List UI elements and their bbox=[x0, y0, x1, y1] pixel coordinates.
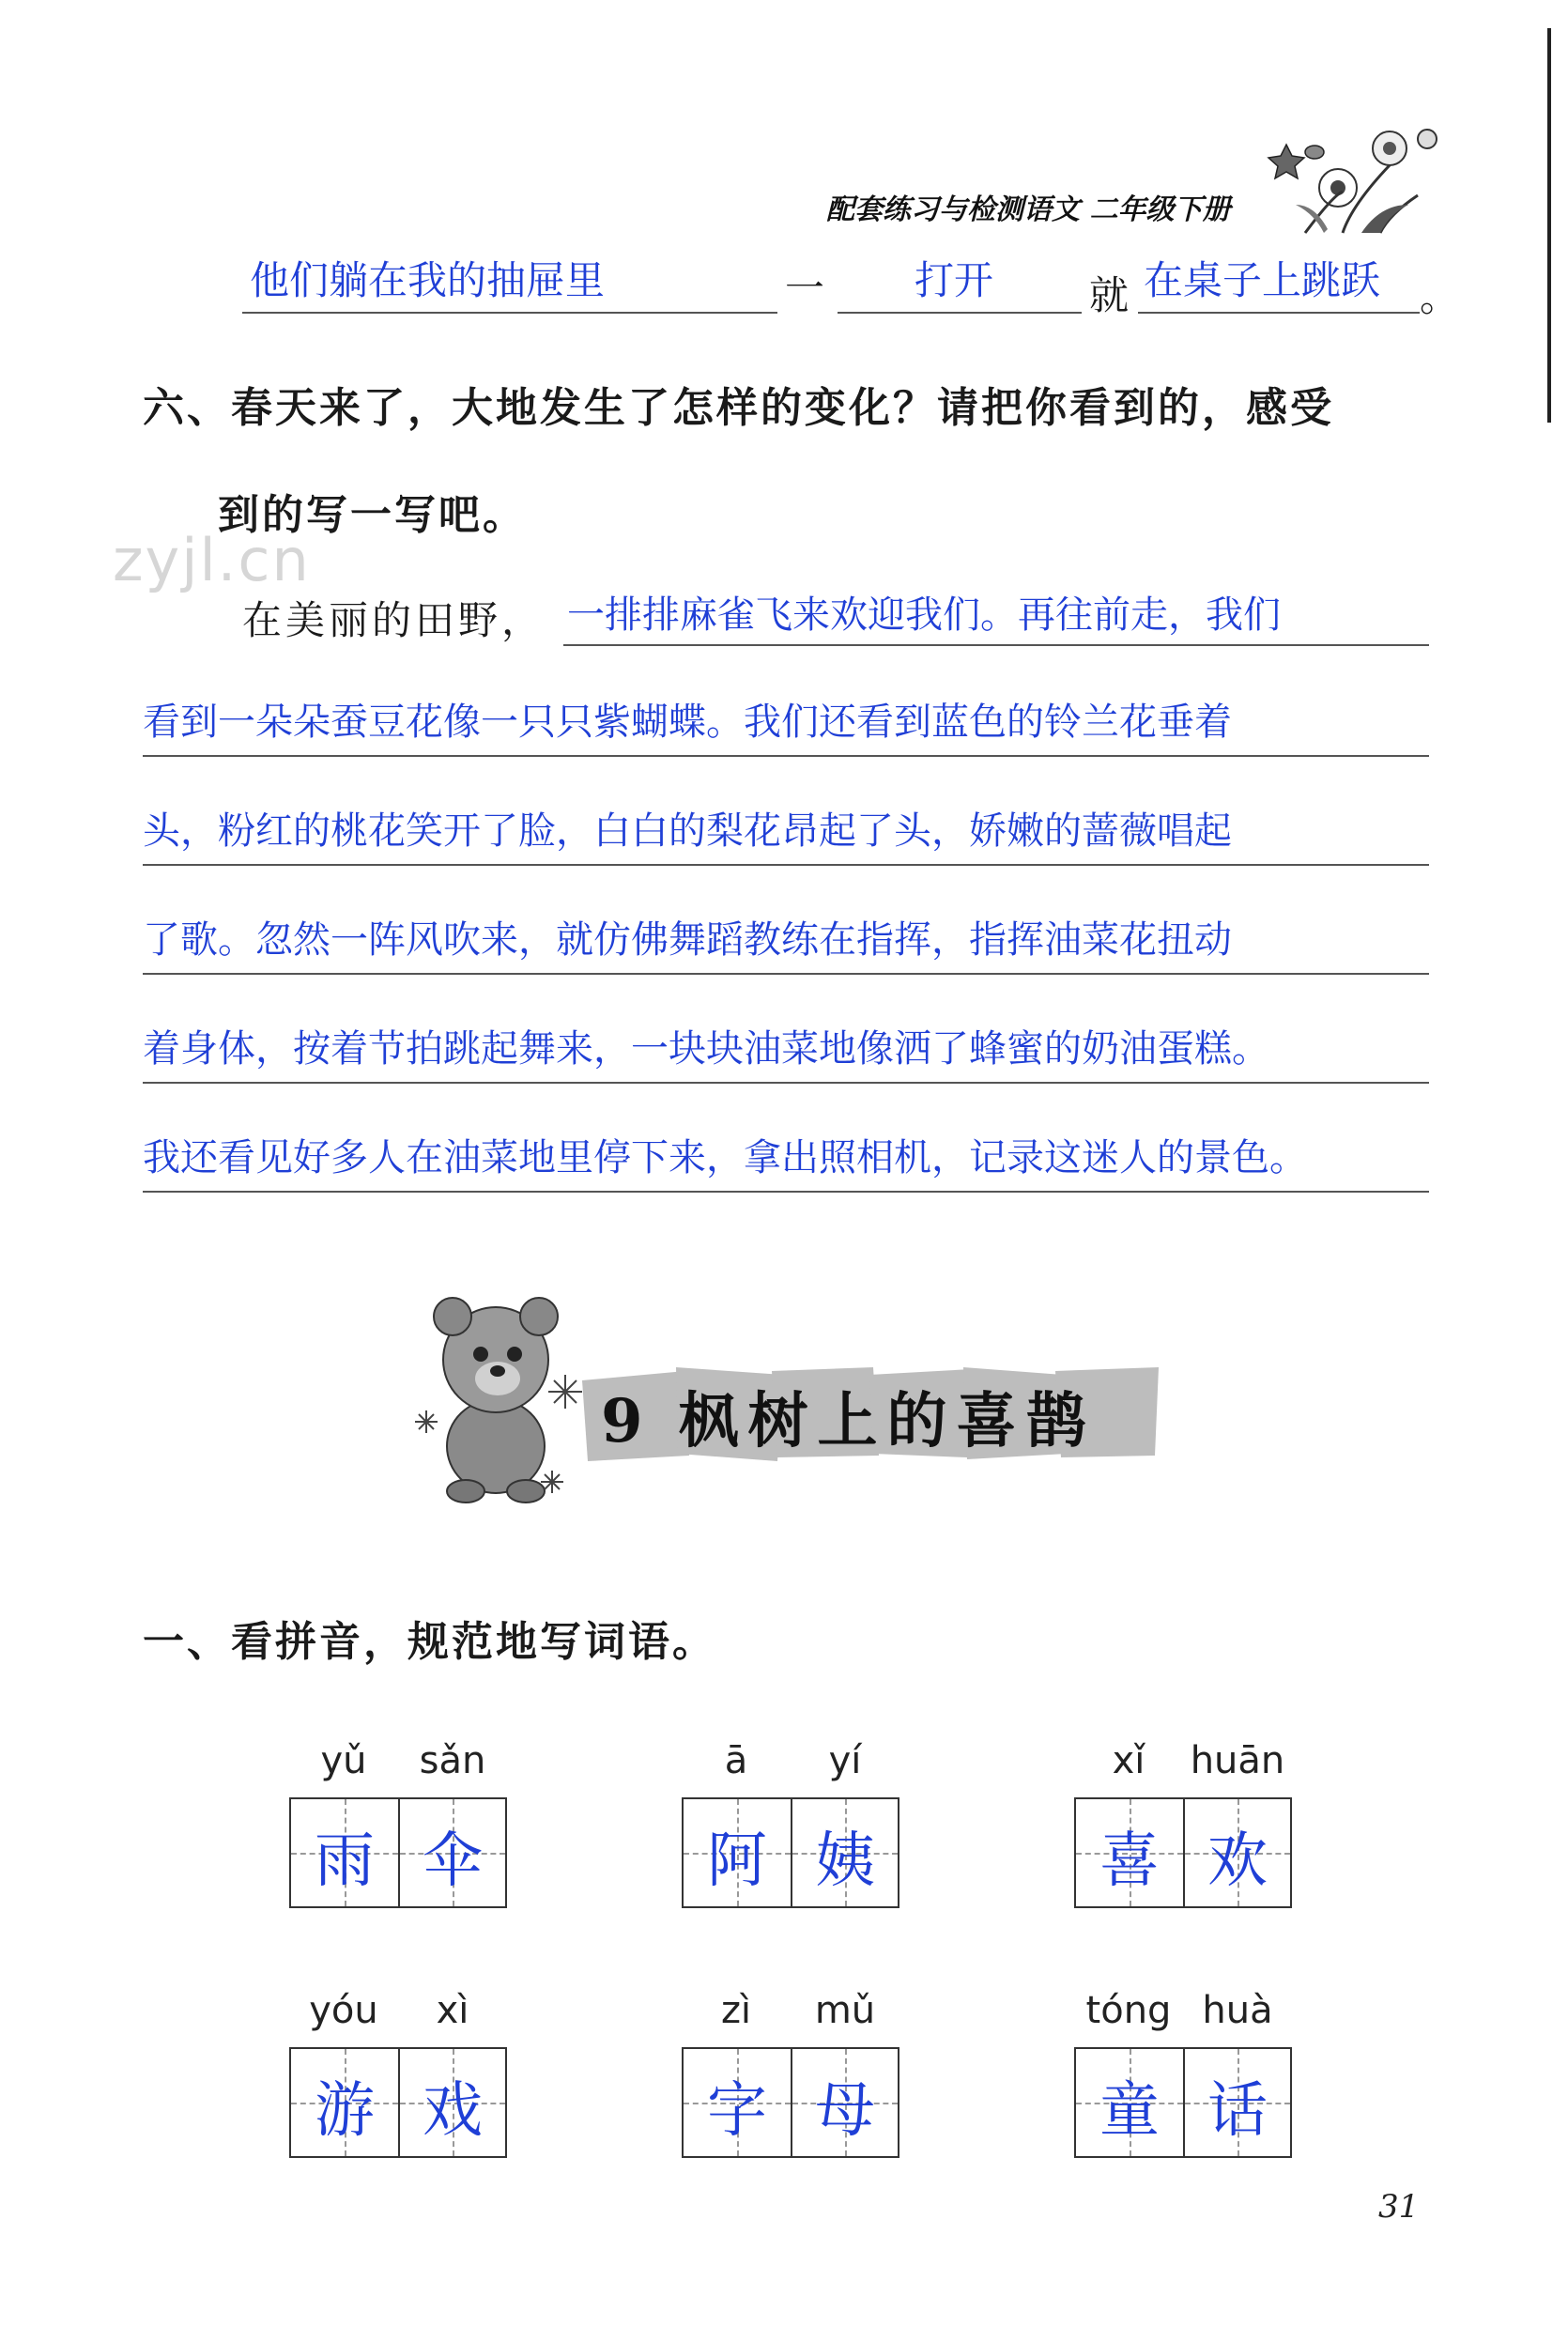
composition-prompt: 在美丽的田野， bbox=[242, 597, 546, 643]
tianzi-grid bbox=[289, 2047, 507, 2158]
pinyin-syllable: yóu bbox=[309, 1989, 378, 2032]
pinyin-syllable: huān bbox=[1190, 1739, 1285, 1782]
lesson-name: 枫树上的喜鹊 bbox=[678, 1386, 1096, 1456]
written-character: 字 bbox=[707, 2076, 767, 2146]
blank-1-answer: 他们躺在我的抽屉里 bbox=[250, 257, 606, 303]
pinyin-syllable: zì bbox=[720, 1989, 752, 2032]
word-pinyin bbox=[289, 1739, 507, 1792]
teddy-bear-icon bbox=[434, 1298, 558, 1503]
pinyin-syllable: yí bbox=[828, 1739, 862, 1782]
grid-cell bbox=[1183, 1799, 1290, 1906]
page-edge bbox=[1547, 28, 1551, 423]
blank-3-answer: 在桌子上跳跃 bbox=[1144, 257, 1381, 303]
blank-1 bbox=[242, 254, 777, 314]
written-character: 姨 bbox=[815, 1826, 875, 1896]
grid-cell bbox=[1076, 2049, 1183, 2156]
composition-line-4 bbox=[143, 864, 1429, 975]
grid-cell bbox=[791, 1799, 898, 1906]
composition-line-6 bbox=[143, 1082, 1429, 1193]
pinyin-syllable: yǔ bbox=[320, 1739, 367, 1782]
section-1-title: 一、看拼音，规范地写词语。 bbox=[143, 1618, 716, 1666]
flower-decoration-icon bbox=[1249, 111, 1446, 242]
lesson-number: 9 bbox=[601, 1386, 653, 1456]
word-pinyin bbox=[1074, 1739, 1292, 1792]
written-character: 母 bbox=[815, 2076, 875, 2146]
pinyin-syllable: xǐ bbox=[1112, 1739, 1145, 1782]
composition-line-4-text: 了歌。忽然一阵风吹来，就仿佛舞蹈教练在指挥，指挥油菜花扭动 bbox=[143, 918, 1232, 962]
pinyin-syllable: mǔ bbox=[814, 1989, 876, 2032]
pinyin-syllable: sǎn bbox=[419, 1739, 486, 1782]
written-character: 雨 bbox=[315, 1826, 375, 1896]
written-character: 戏 bbox=[423, 2076, 483, 2146]
connector-yi: 一 bbox=[785, 265, 825, 311]
composition-line-5 bbox=[143, 973, 1429, 1084]
pinyin-syllable: huà bbox=[1202, 1989, 1273, 2032]
composition-line-3 bbox=[143, 755, 1429, 866]
word-pinyin bbox=[682, 1739, 899, 1792]
blank-2-answer: 打开 bbox=[915, 257, 994, 303]
tianzi-grid bbox=[682, 1797, 899, 1908]
composition-line-6-text: 我还看见好多人在油菜地里停下来，拿出照相机，记录这迷人的景色。 bbox=[143, 1136, 1307, 1179]
pinyin-syllable: ā bbox=[724, 1739, 748, 1782]
word-pinyin bbox=[1074, 1989, 1292, 2042]
question-6-line-1: 六、春天来了，大地发生了怎样的变化？请把你看到的，感受 bbox=[143, 384, 1334, 432]
tianzi-grid bbox=[1074, 1797, 1292, 1908]
pinyin-syllable: tóng bbox=[1085, 1989, 1172, 2032]
connector-jiu: 就 bbox=[1089, 272, 1130, 318]
pinyin-syllable: xì bbox=[436, 1989, 469, 2032]
blank-3 bbox=[1138, 254, 1420, 314]
written-character: 欢 bbox=[1207, 1826, 1268, 1896]
written-character: 喜 bbox=[1099, 1826, 1160, 1896]
composition-line-2-text: 看到一朵朵蚕豆花像一只只紫蝴蝶。我们还看到蓝色的铃兰花垂着 bbox=[143, 701, 1232, 744]
tianzi-grid bbox=[682, 2047, 899, 2158]
page-number: 31 bbox=[1378, 2188, 1420, 2226]
grid-cell bbox=[291, 2049, 398, 2156]
grid-cell bbox=[684, 2049, 791, 2156]
grid-cell bbox=[398, 2049, 505, 2156]
written-character: 童 bbox=[1099, 2076, 1160, 2146]
composition-line-1 bbox=[563, 578, 1429, 646]
book-header-title: 配套练习与检测语文 二年级下册 bbox=[826, 193, 1231, 226]
composition-line-3-text: 头，粉红的桃花笑开了脸，白白的梨花昂起了头，娇嫩的蔷薇唱起 bbox=[143, 809, 1232, 853]
composition-line-1-text: 一排排麻雀飞来欢迎我们。再往前走，我们 bbox=[567, 593, 1281, 637]
grid-cell bbox=[398, 1799, 505, 1906]
composition-line-2 bbox=[143, 646, 1429, 757]
blank-2 bbox=[838, 254, 1082, 314]
grid-cell bbox=[1183, 2049, 1290, 2156]
tianzi-grid bbox=[1074, 2047, 1292, 2158]
sentence-end-mark: 。 bbox=[1420, 274, 1460, 320]
grid-cell bbox=[684, 1799, 791, 1906]
grid-cell bbox=[791, 2049, 898, 2156]
composition-line-5-text: 着身体，按着节拍跳起舞来，一块块油菜地像洒了蜂蜜的奶油蛋糕。 bbox=[143, 1027, 1269, 1071]
written-character: 游 bbox=[315, 2076, 375, 2146]
written-character: 阿 bbox=[707, 1826, 767, 1896]
grid-cell bbox=[291, 1799, 398, 1906]
tianzi-grid bbox=[289, 1797, 507, 1908]
written-character: 伞 bbox=[423, 1826, 483, 1896]
word-pinyin bbox=[289, 1989, 507, 2042]
grid-cell bbox=[1076, 1799, 1183, 1906]
question-6-line-2: 到的写一写吧。 bbox=[218, 491, 527, 539]
watermark: zyjl.cn bbox=[113, 526, 311, 594]
word-pinyin bbox=[682, 1989, 899, 2042]
written-character: 话 bbox=[1207, 2076, 1268, 2146]
lesson-title bbox=[601, 1373, 1096, 1459]
